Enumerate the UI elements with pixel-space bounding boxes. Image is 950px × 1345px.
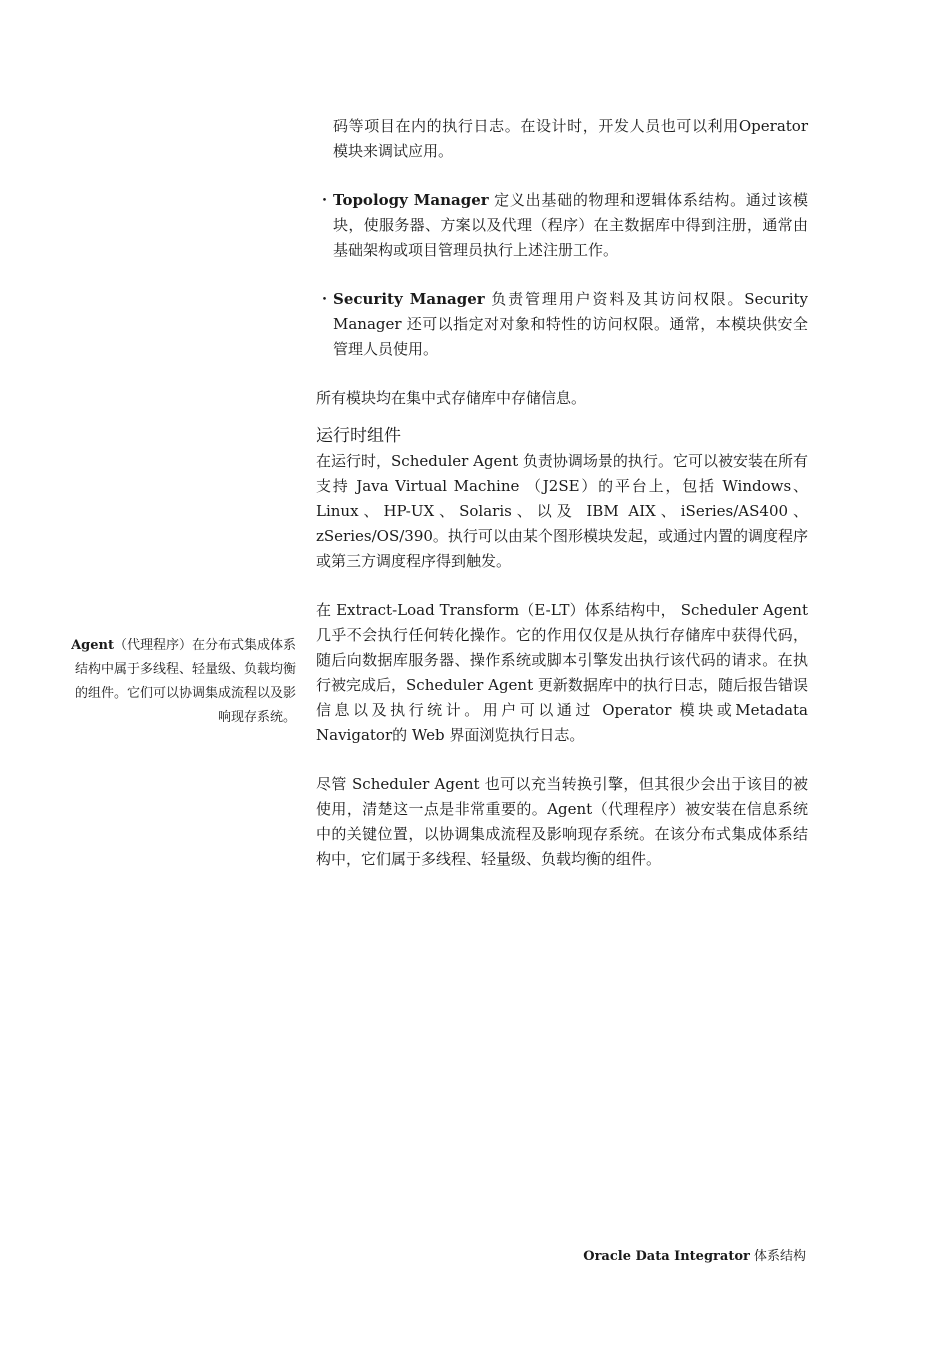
topology-manager-description: 定义出基础的物理和逻辑体系结构。通过该模块，使服务器、方案以及代理（程序）在主数据库中得到注册，通常由基础架构或项目管理员执行上述注册工作。 (333, 191, 808, 259)
main-column (316, 114, 808, 872)
bullet-topology-manager (316, 188, 808, 263)
margin-note-agent (66, 634, 296, 730)
runtime-paragraph-2: 在 Extract-Load Transform（E-LT）体系结构中， Scheduler Agent 几乎不会执行任何转化操作。它的作用仅仅是从执行存储库中获得代码，随后向数据库服务器、操作系统或脚本引擎发出执行该代码的请求。在执行被完成后，Scheduler Agent 更新数据库中的执行日志，随后报告错误信息以及执行统计。用户可以通过 Operator 模块或Metadata Navigator的 Web 界面浏览执行日志。 (316, 601, 808, 744)
bullet-security-manager (316, 287, 808, 362)
spacer (316, 362, 808, 386)
term-security-manager: Security Manager (333, 290, 485, 308)
security-manager-description: 负责管理用户资料及其访问权限。Security Manager 还可以指定对对象和特性的访问权限。通常，本模块供安全管理人员使用。 (333, 290, 808, 358)
runtime-paragraph-1: 在运行时，Scheduler Agent 负责协调场景的执行。它可以被安装在所有支持 Java Virtual Machine （J2SE）的平台上，包括 Windows、Linux、HP-UX、Solaris、以及 IBM AIX、iSeries/AS400、zSeries/OS/390。执行可以由某个图形模块发起，或通过内置的调度程序或第三方调度程序得到触发。 (316, 452, 808, 570)
margin-note-term: Agent (71, 638, 114, 653)
spacer (316, 411, 808, 423)
spacer (316, 748, 808, 772)
term-topology-manager: Topology Manager (333, 191, 489, 209)
modules-note: 所有模块均在集中式存储库中存储信息。 (316, 389, 587, 407)
spacer (316, 164, 808, 188)
margin-note-text: （代理程序）在分布式集成体系结构中属于多线程、轻量级、负载均衡的组件。它们可以协调集成流程以及影响现存系统。 (74, 638, 296, 725)
spacer (316, 574, 808, 598)
footer-section-name: 体系结构 (749, 1249, 806, 1264)
runtime-paragraph-3: 尽管 Scheduler Agent 也可以充当转换引擎，但其很少会出于该目的被使用，清楚这一点是非常重要的。Agent（代理程序）被安装在信息系统中的关键位置，以协调集成流程及影响现存系统。在该分布式集成体系结构中，它们属于多线程、轻量级、负载均衡的组件。 (316, 775, 808, 868)
bullet-marker: ・ (317, 191, 333, 209)
spacer (316, 263, 808, 287)
section-heading-runtime: 运行时组件 (316, 426, 401, 446)
continuation-paragraph: 码等项目在内的执行日志。在设计时，开发人员也可以利用Operator 模块来调试应用。 (333, 117, 808, 160)
page-footer (480, 1247, 806, 1267)
bullet-marker: ・ (317, 290, 333, 308)
footer-product-name: Oracle Data Integrator (583, 1249, 750, 1264)
